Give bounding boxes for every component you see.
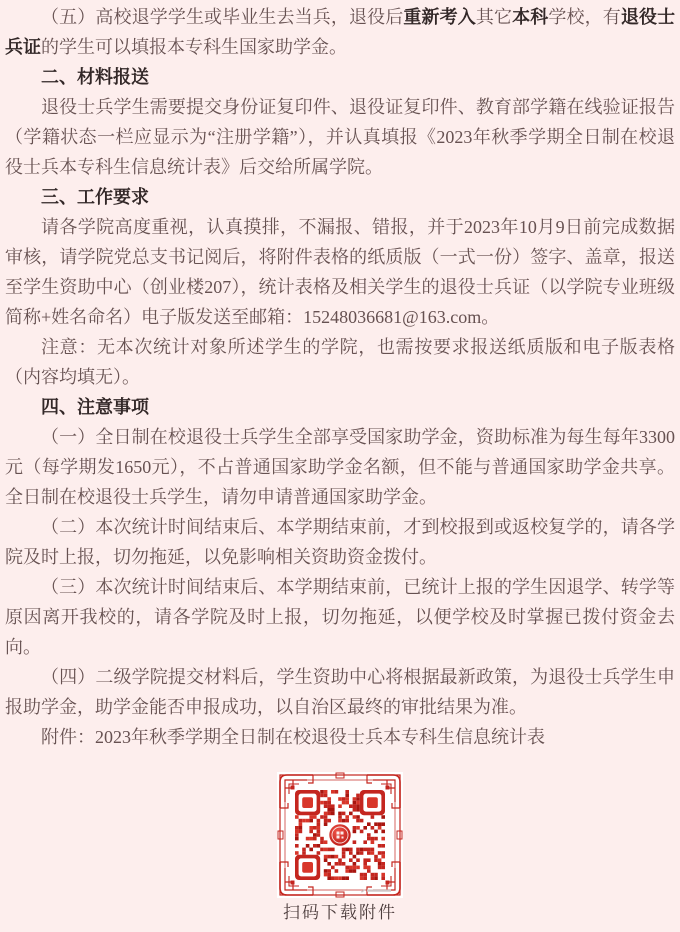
paragraph: （三）本次统计时间结束后、本学期结束前，已统计上报的学生因退学、转学等原因离开我校的，请各学院及时上报，切勿拖延，以便学校及时掌握已拨付资金去向。 xyxy=(5,577,675,657)
paragraph: 附件：2023年秋季学期全日制在校退役士兵本专科生信息统计表 xyxy=(41,727,545,747)
paragraph: （五）高校退学学生或毕业生去当兵，退役后重新考入其它本科学校，有退役士兵证的学生可以填报本专科生国家助学金。 xyxy=(5,7,676,57)
paragraph: （四）二级学院提交材料后，学生资助中心将根据最新政策，为退役士兵学生申报助学金，助学金能否申报成功，以自治区最终的审批结果为准。 xyxy=(5,667,675,717)
qr-section xyxy=(0,772,680,924)
qr-caption: 扫码下载附件 xyxy=(283,903,397,922)
qr-center-seal xyxy=(329,824,352,847)
paragraph: 注意：无本次统计对象所述学生的学院，也需按要求报送纸质版和电子版表格（内容均填无）。 xyxy=(5,337,675,387)
section-heading: 四、注意事项 xyxy=(41,397,149,417)
paragraph: （二）本次统计时间结束后、本学期结束前，才到校报到或返校复学的，请各学院及时上报，切勿拖延，以免影响相关资助资金拨付。 xyxy=(5,517,675,567)
paragraph: 退役士兵学生需要提交身份证复印件、退役证复印件、教育部学籍在线验证报告（学籍状态一栏应显示为“注册学籍”），并认真填报《2023年秋季学期全日制在校退役士兵本专科生信息统计表》后交给所属学院。 xyxy=(5,97,675,177)
paragraph: 请各学院高度重视，认真摸排，不漏报、错报，并于2023年10月9日前完成数据审核，请学院党总支书记阅后，将附件表格的纸质版（一式一份）签字、盖章，报送至学生资助中心（创业楼207），统计表格及相关学生的退役士兵证（以学院专业班级简称+姓名命名）电子版发送至邮箱：15248036681@163.com。 xyxy=(5,217,675,327)
qr-code[interactable] xyxy=(277,772,403,898)
section-heading: 二、材料报送 xyxy=(41,67,149,87)
section-heading: 三、工作要求 xyxy=(41,187,149,207)
paragraph: （一）全日制在校退役士兵学生全部享受国家助学金，资助标准为每生每年3300元（每学期发1650元），不占普通国家助学金名额，但不能与普通国家助学金共享。全日制在校退役士兵学生，请勿申请普通国家助学金。 xyxy=(5,427,675,507)
